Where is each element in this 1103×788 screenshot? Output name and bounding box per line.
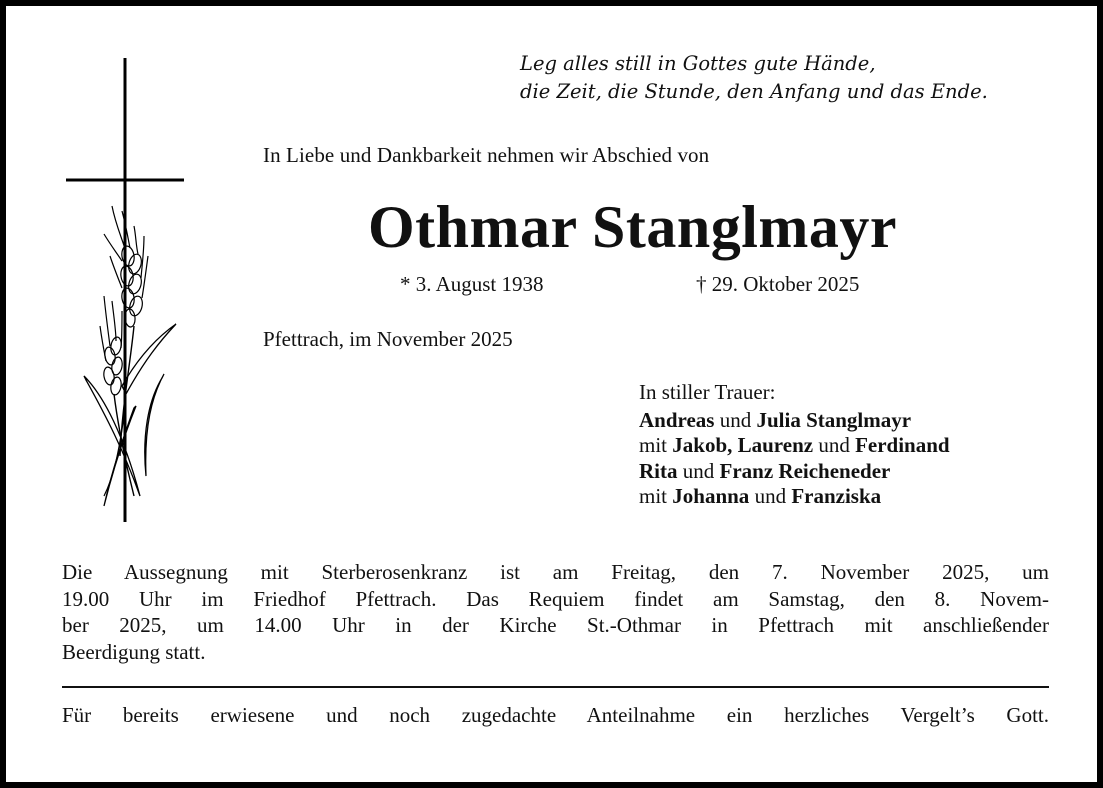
motto-line: Leg alles still in Gottes gute Hände, [520,52,876,75]
mourner-name: Andreas [639,407,715,432]
intro-label: In Liebe und Dankbarkeit nehmen wir Abschied von [263,143,710,167]
mourner-name: Julia Stanglmayr [756,407,912,432]
connector: und [714,407,757,432]
mourner-name: Ferdinand [855,433,950,457]
connector: mit [639,484,673,508]
mourner-name: Jakob, Laurenz [672,433,814,457]
mourner-line [639,433,950,459]
place-date: Pfettrach, im November 2025 [263,327,513,351]
connector: und [813,433,856,457]
divider-line [62,686,1049,688]
announcement-line: Die Aussegnung mit Sterberosenkranz ist am Freitag, den 7. November 2025, um [62,560,1049,584]
deceased-name: Othmar Stanglmayr [368,194,898,260]
mourners-heading: In stiller Trauer: [639,380,776,404]
intro-text [263,143,709,168]
mourner-line [639,459,950,485]
mourner-name: Franziska [791,484,882,508]
announcement-line: ber 2025, um 14.00 Uhr in der Kirche St.-Othmar in Pfettrach mit anschließender [62,613,1049,637]
announcement-line: 19.00 Uhr im Friedhof Pfettrach. Das Requiem findet am Samstag, den 8. Novem- [62,586,1049,611]
connector: mit [639,433,673,457]
mourner-line [639,408,950,434]
mourner-name: Johanna [672,484,750,508]
cross-with-wheat-icon [64,56,188,524]
connector: und [677,458,720,483]
motto-line: die Zeit, die Stunde, den Anfang und das Ende. [520,80,988,103]
mourner-name: Franz Reicheneder [719,458,891,483]
mourner-name: Rita [639,458,678,483]
death-date: † 29. Oktober 2025 [696,272,860,296]
mourner-line [639,484,950,510]
birth-date: * 3. August 1938 [400,272,544,296]
funeral-announcement [62,559,1049,665]
mourners-block [639,380,950,510]
motto-verse [520,50,988,106]
connector: und [749,484,792,508]
thanks-text: Für bereits erwiesene und noch zugedachte Anteilnahme ein herzliches Vergelt’s Gott. [62,703,1049,727]
announcement-line: Beerdigung statt. [62,639,206,664]
